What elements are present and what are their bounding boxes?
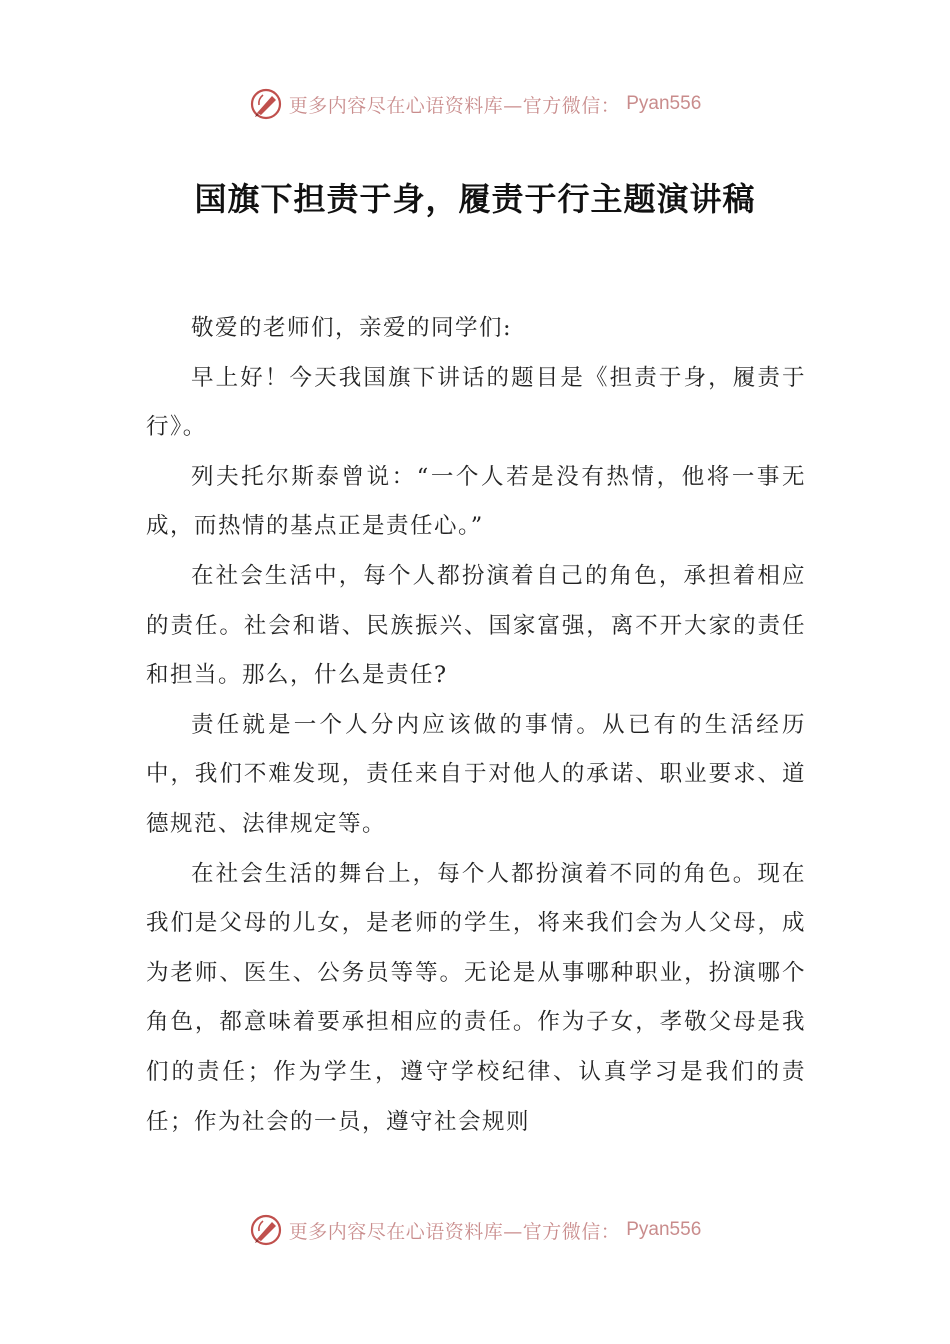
footer-banner — [0, 1210, 950, 1250]
paragraph-opening: 早上好！今天我国旗下讲话的题目是《担责于身，履责于行》。 — [146, 364, 806, 441]
document-body — [146, 304, 806, 1147]
paragraph-stage: 在社会生活的舞台上，每个人都扮演着不同的角色。现在我们是父母的儿女，是老师的学生，将来我们会为人父母，成为老师、医生、公务员等等。无论是从事哪种职业，扮演哪个角色，都意味着要承担相应的责任。作为子女，孝敬父母是我们的责任；作为学生，遵守学校纪律、认真学习是我们的责任；作为社会的一员，遵守社会规则 — [146, 860, 806, 1135]
footer-banner-text: 更多内容尽在心语资料库—官方微信： — [288, 1220, 621, 1243]
paragraph-quote: 列夫托尔斯泰曾说：“一个人若是没有热情，他将一事无成，而热情的基点正是责任心。” — [146, 463, 806, 540]
pen-logo-icon — [249, 1213, 283, 1247]
paragraph-social-roles: 在社会生活中，每个人都扮演着自己的角色，承担着相应的责任。社会和谐、民族振兴、国家富强，离不开大家的责任和担当。那么，什么是责任? — [146, 562, 806, 689]
header-banner — [0, 84, 950, 124]
header-wechat-id: Pyan556 — [626, 93, 702, 114]
document-title: 国旗下担责于身，履责于行主题演讲稿 — [194, 180, 756, 218]
paragraph-greeting: 敬爱的老师们，亲爱的同学们: — [191, 315, 513, 341]
pen-logo-icon — [249, 87, 283, 121]
paragraph-definition: 责任就是一个人分内应该做的事情。从已有的生活经历中，我们不难发现，责任来自于对他人的承诺、职业要求、道德规范、法律规定等。 — [146, 711, 806, 837]
footer-wechat-id: Pyan556 — [626, 1219, 702, 1240]
header-banner-text: 更多内容尽在心语资料库—官方微信： — [288, 94, 621, 117]
